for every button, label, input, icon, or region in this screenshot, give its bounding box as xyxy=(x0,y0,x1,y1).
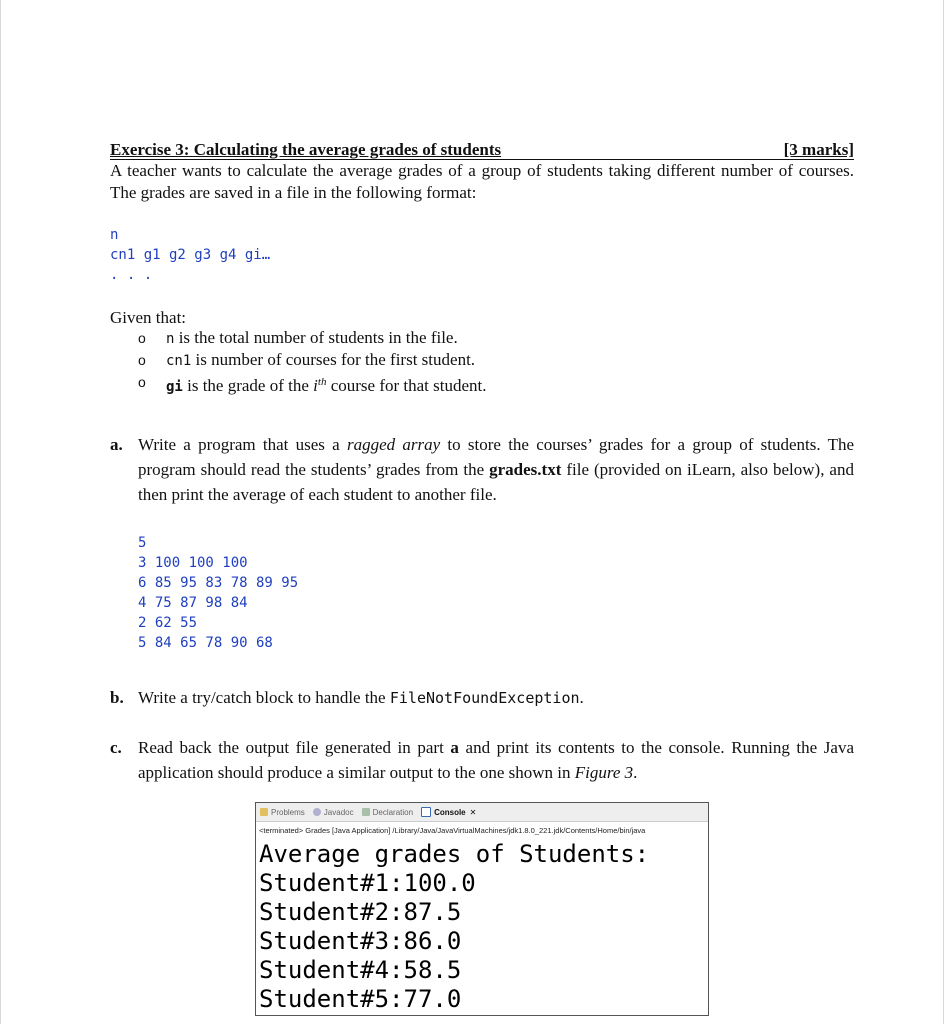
close-icon[interactable]: ✕ xyxy=(469,807,477,817)
part-b-label: b. xyxy=(110,688,124,707)
format-line: . . . xyxy=(110,267,153,283)
console-screenshot xyxy=(255,802,709,1016)
given-item-var: i xyxy=(313,376,318,395)
exercise-title: Exercise 3: Calculating the average grades of students xyxy=(110,140,502,159)
given-item-text: is the total number of students in the file. xyxy=(174,328,458,347)
part-c-text-segment: and print its contents to the console. Running the Java application should produce a similar output to the one shown in xyxy=(138,738,855,782)
part-b-text xyxy=(138,685,854,711)
grades-line: 4 75 87 98 84 xyxy=(138,595,248,611)
format-line: cn1 g1 g2 g3 g4 gi… xyxy=(110,247,271,263)
given-item-text: is number of courses for the first student. xyxy=(191,350,476,369)
part-a-text-segment: Write a program that uses a xyxy=(138,435,347,454)
console-line: Student#2:87.5 xyxy=(259,898,462,926)
declaration-icon xyxy=(362,808,370,816)
bullet-mark: o xyxy=(138,374,146,390)
given-list xyxy=(138,327,487,393)
part-c-text-segment: Read back the output file generated in part xyxy=(138,738,451,757)
page-edge-left xyxy=(0,0,1,1024)
part-b-text-segment: Write a try/catch block to handle the xyxy=(138,688,390,707)
grades-line: 3 100 100 100 xyxy=(138,555,248,571)
exercise-intro: A teacher wants to calculate the average grades of a group of students taking different number of courses. The grades are saved in a file in the following format: xyxy=(110,161,854,202)
given-item-text: is the grade of the xyxy=(182,376,314,395)
format-line: n xyxy=(110,227,119,243)
tab-javadoc[interactable] xyxy=(313,808,354,817)
tab-label: Problems xyxy=(271,807,305,817)
part-a-text-segment: file (provided on iLearn, also below), and then print the average of each student to another file. xyxy=(138,460,854,504)
format-block xyxy=(110,225,270,285)
console-tab-bar xyxy=(256,803,708,822)
console-line: Student#5:77.0 xyxy=(259,985,462,1013)
bullet-mark: o xyxy=(138,352,146,368)
javadoc-icon xyxy=(313,808,321,816)
tab-declaration[interactable] xyxy=(362,808,413,817)
given-label: Given that: xyxy=(110,308,187,327)
part-a-text-segment: to store the courses’ grades for a group of students. The program should read the students’ grades from the xyxy=(138,435,854,479)
given-item xyxy=(138,371,487,393)
tab-label: Console xyxy=(434,807,466,817)
tab-console[interactable] xyxy=(421,807,476,817)
grades-line: 2 62 55 xyxy=(138,615,198,631)
grades-line: 6 85 95 83 78 89 95 xyxy=(138,575,299,591)
grades-file-block xyxy=(138,533,298,653)
tab-label: Javadoc xyxy=(323,807,354,817)
given-item xyxy=(138,349,487,371)
part-a-text xyxy=(138,432,854,507)
part-c-end: . xyxy=(633,763,638,782)
given-item xyxy=(138,327,487,349)
console-icon xyxy=(421,807,431,817)
console-status: <terminated> Grades [Java Application] /Library/Java/JavaVirtualMachines/jdk1.8.0_221.jdk/Contents/Home/bin/java xyxy=(259,826,646,835)
part-c-text xyxy=(138,735,854,785)
console-line: Student#3:86.0 xyxy=(259,927,462,955)
part-b-end: . xyxy=(579,688,584,707)
bullet-mark: o xyxy=(138,330,146,346)
console-output xyxy=(256,840,708,1014)
tab-label: Declaration xyxy=(372,807,414,817)
grades-line: 5 xyxy=(138,535,147,551)
part-c-label: c. xyxy=(110,738,122,757)
given-item-text: course for that student. xyxy=(326,376,487,395)
part-a-label: a. xyxy=(110,435,123,454)
given-item-code: gi xyxy=(166,379,183,395)
console-line: Student#1:100.0 xyxy=(259,869,476,897)
part-b-exception: FileNotFoundException xyxy=(389,689,580,707)
exercise-marks: [3 marks] xyxy=(783,140,854,159)
part-a-emphasis: ragged array xyxy=(346,435,441,454)
given-item-superscript: th xyxy=(317,376,327,388)
console-line: Student#4:58.5 xyxy=(259,956,462,984)
exercise-heading xyxy=(110,140,854,160)
given-item-code: cn1 xyxy=(166,353,192,369)
console-line: Average grades of Students: xyxy=(259,840,650,868)
problems-icon xyxy=(260,808,268,816)
part-c-part-ref: a xyxy=(450,738,459,757)
given-item-code: n xyxy=(166,331,175,347)
part-c-figure-ref: Figure 3 xyxy=(574,763,634,782)
tab-problems[interactable] xyxy=(260,808,305,817)
part-a-filename: grades.txt xyxy=(489,460,562,479)
grades-line: 5 84 65 78 90 68 xyxy=(138,635,273,651)
